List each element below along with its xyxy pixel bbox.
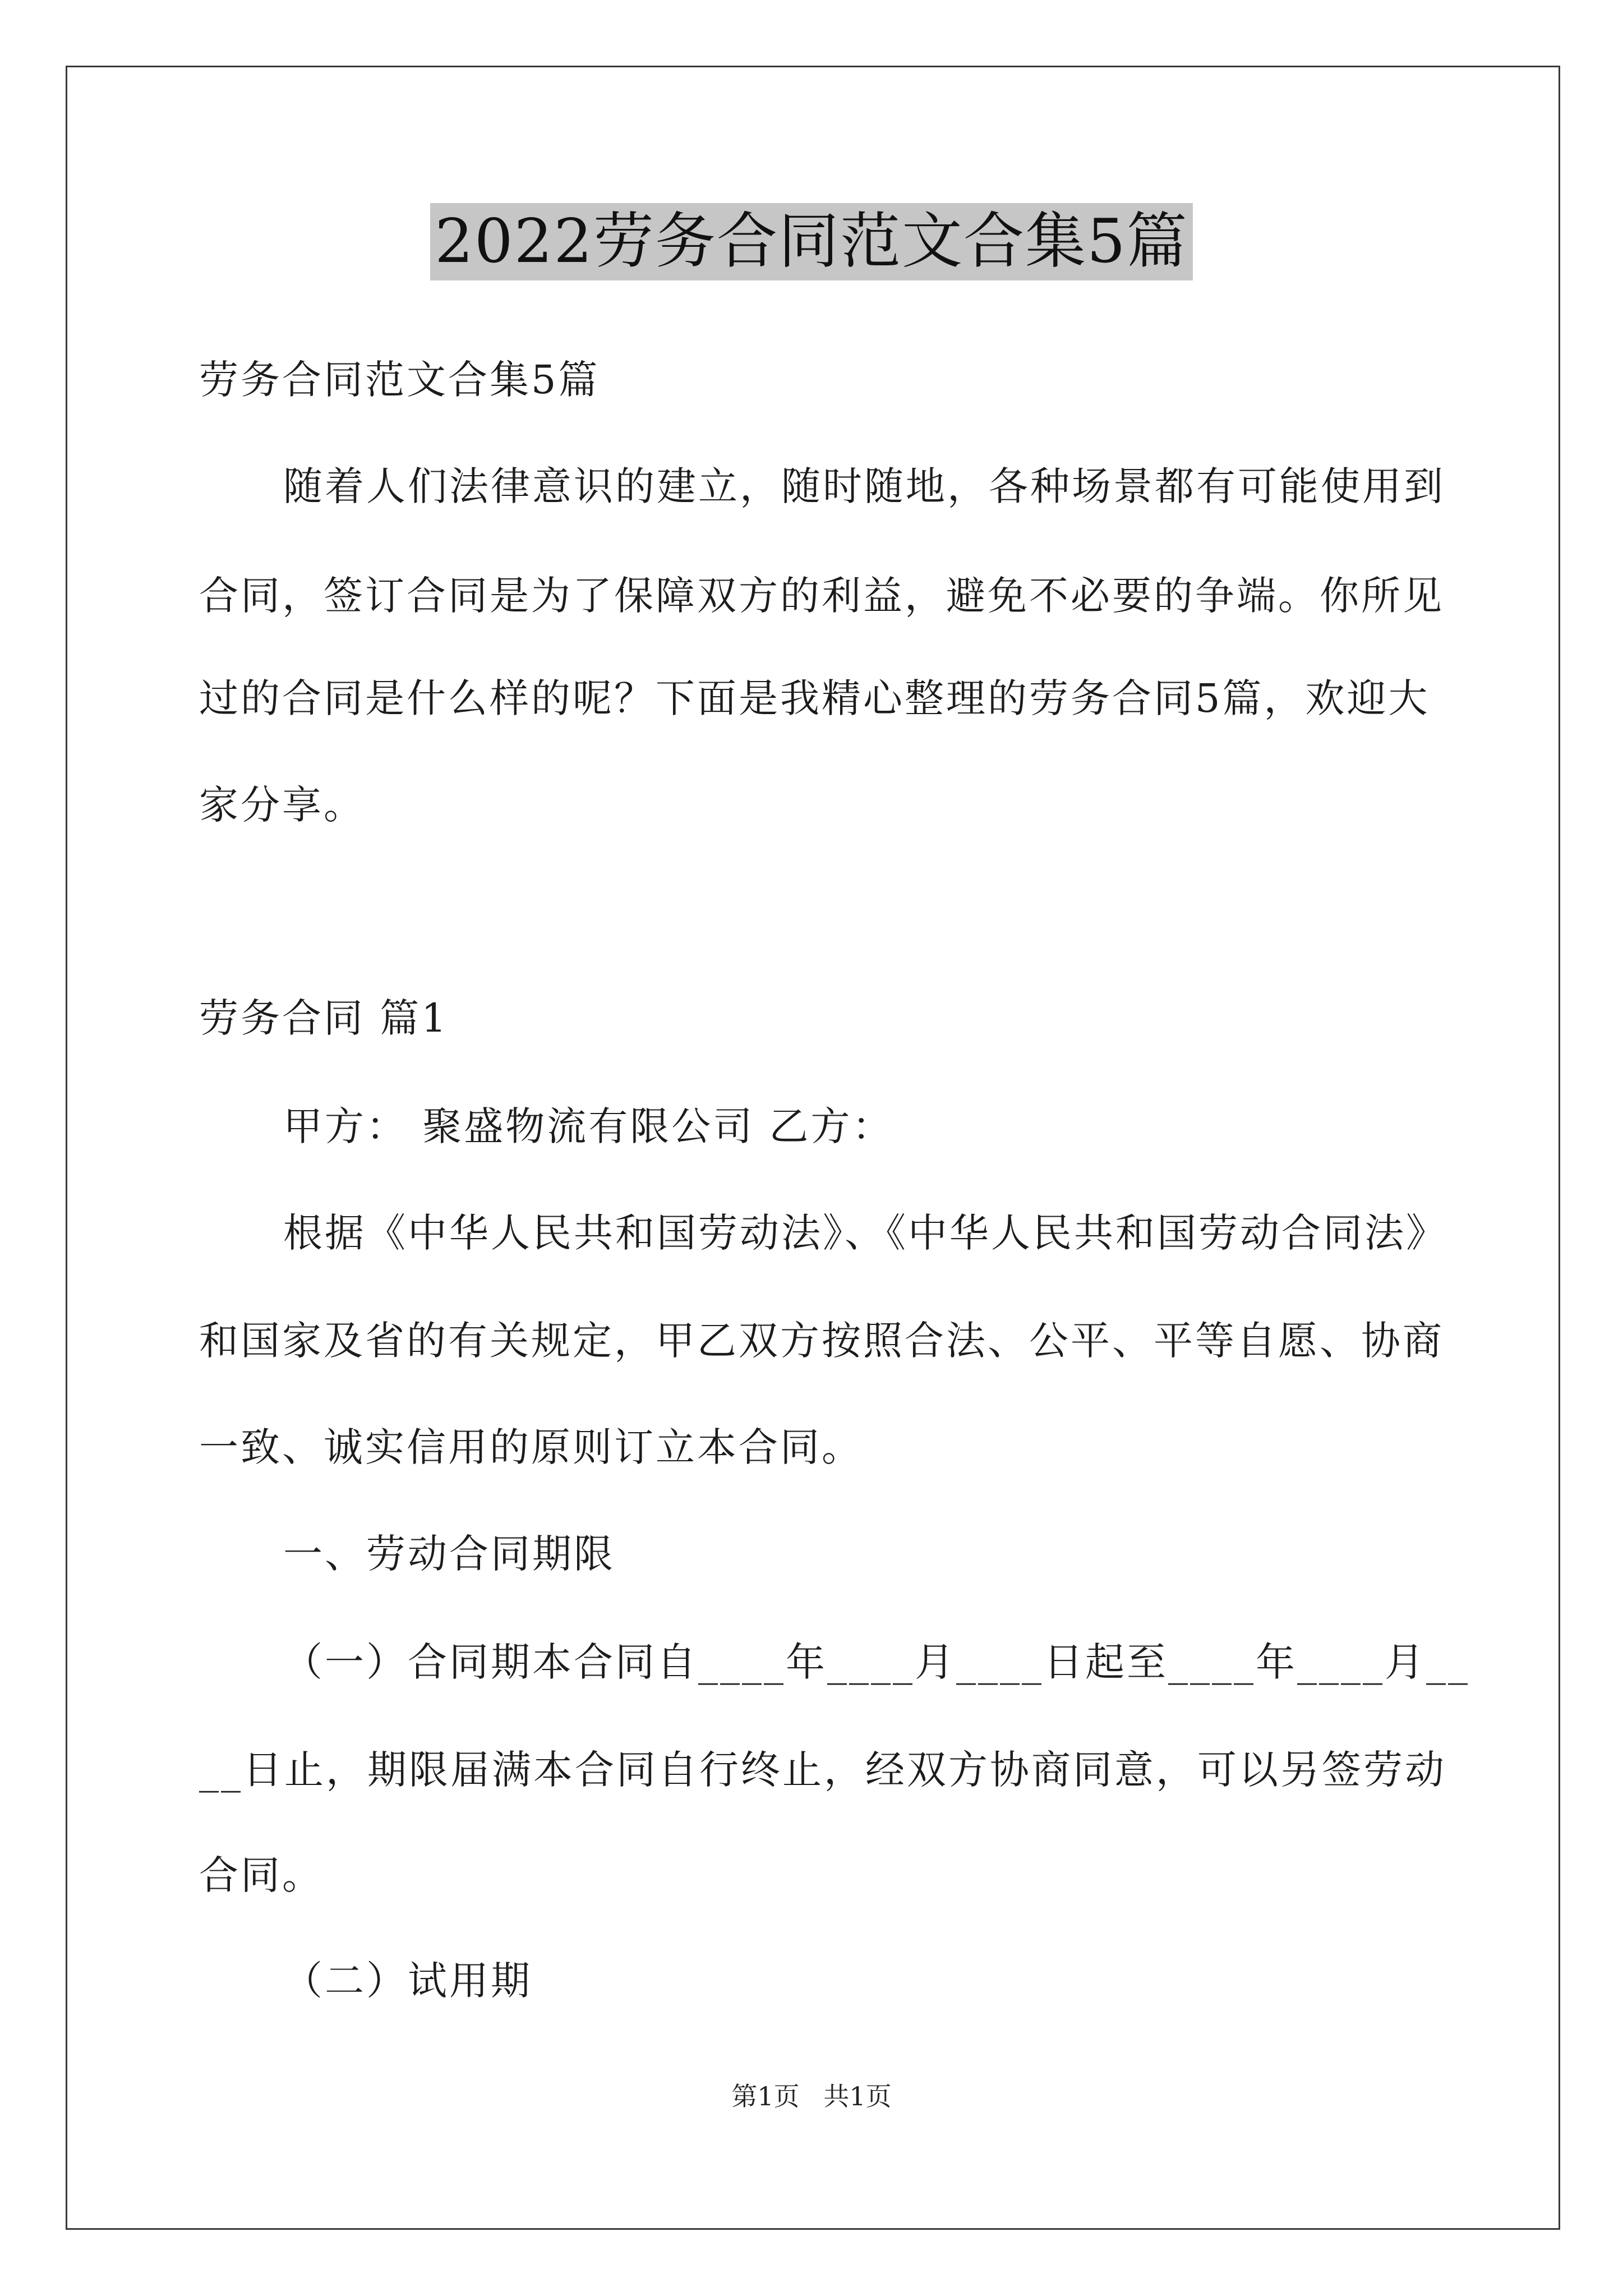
clause-1-1-line-1: （一）合同期本合同自____年____月____日起至____年____月__ [283,1639,1470,1685]
clause-1-1-line-3: 合同。 [199,1852,324,1898]
basis-line-1: 根据《中华人民共和国劳动法》、《中华人民共和国劳动合同法》 [283,1210,1447,1256]
party-line: 甲方： 聚盛物流有限公司 乙方： [283,1103,894,1149]
page-total: 共1页 [823,2081,892,2111]
section-heading: 劳务合同 篇1 [199,995,449,1041]
document-title: 2022劳务合同范文合集5篇 [430,203,1193,280]
page-number: 第1页 [731,2081,800,2111]
intro-line-4: 家分享。 [199,782,365,828]
intro-line-2: 合同，签订合同是为了保障双方的利益，避免不必要的争端。你所见 [199,573,1444,619]
clause-heading: 一、劳动合同期限 [283,1531,615,1577]
document-subtitle: 劳务合同范文合集5篇 [199,357,600,403]
clause-1-2-heading: （二）试用期 [283,1958,532,2004]
intro-line-1: 随着人们法律意识的建立，随时随地，各种场景都有可能使用到 [283,463,1445,509]
intro-line-3: 过的合同是什么样的呢？下面是我精心整理的劳务合同5篇，欢迎大 [199,675,1430,721]
title-container [0,203,1623,280]
page-footer [0,2079,1623,2113]
basis-line-3: 一致、诚实信用的原则订立本合同。 [199,1424,863,1470]
basis-line-2: 和国家及省的有关规定，甲乙双方按照合法、公平、平等自愿、协商 [199,1318,1444,1364]
clause-1-1-line-2: __日止，期限届满本合同自行终止，经双方协商同意，可以另签劳动 [199,1747,1446,1793]
